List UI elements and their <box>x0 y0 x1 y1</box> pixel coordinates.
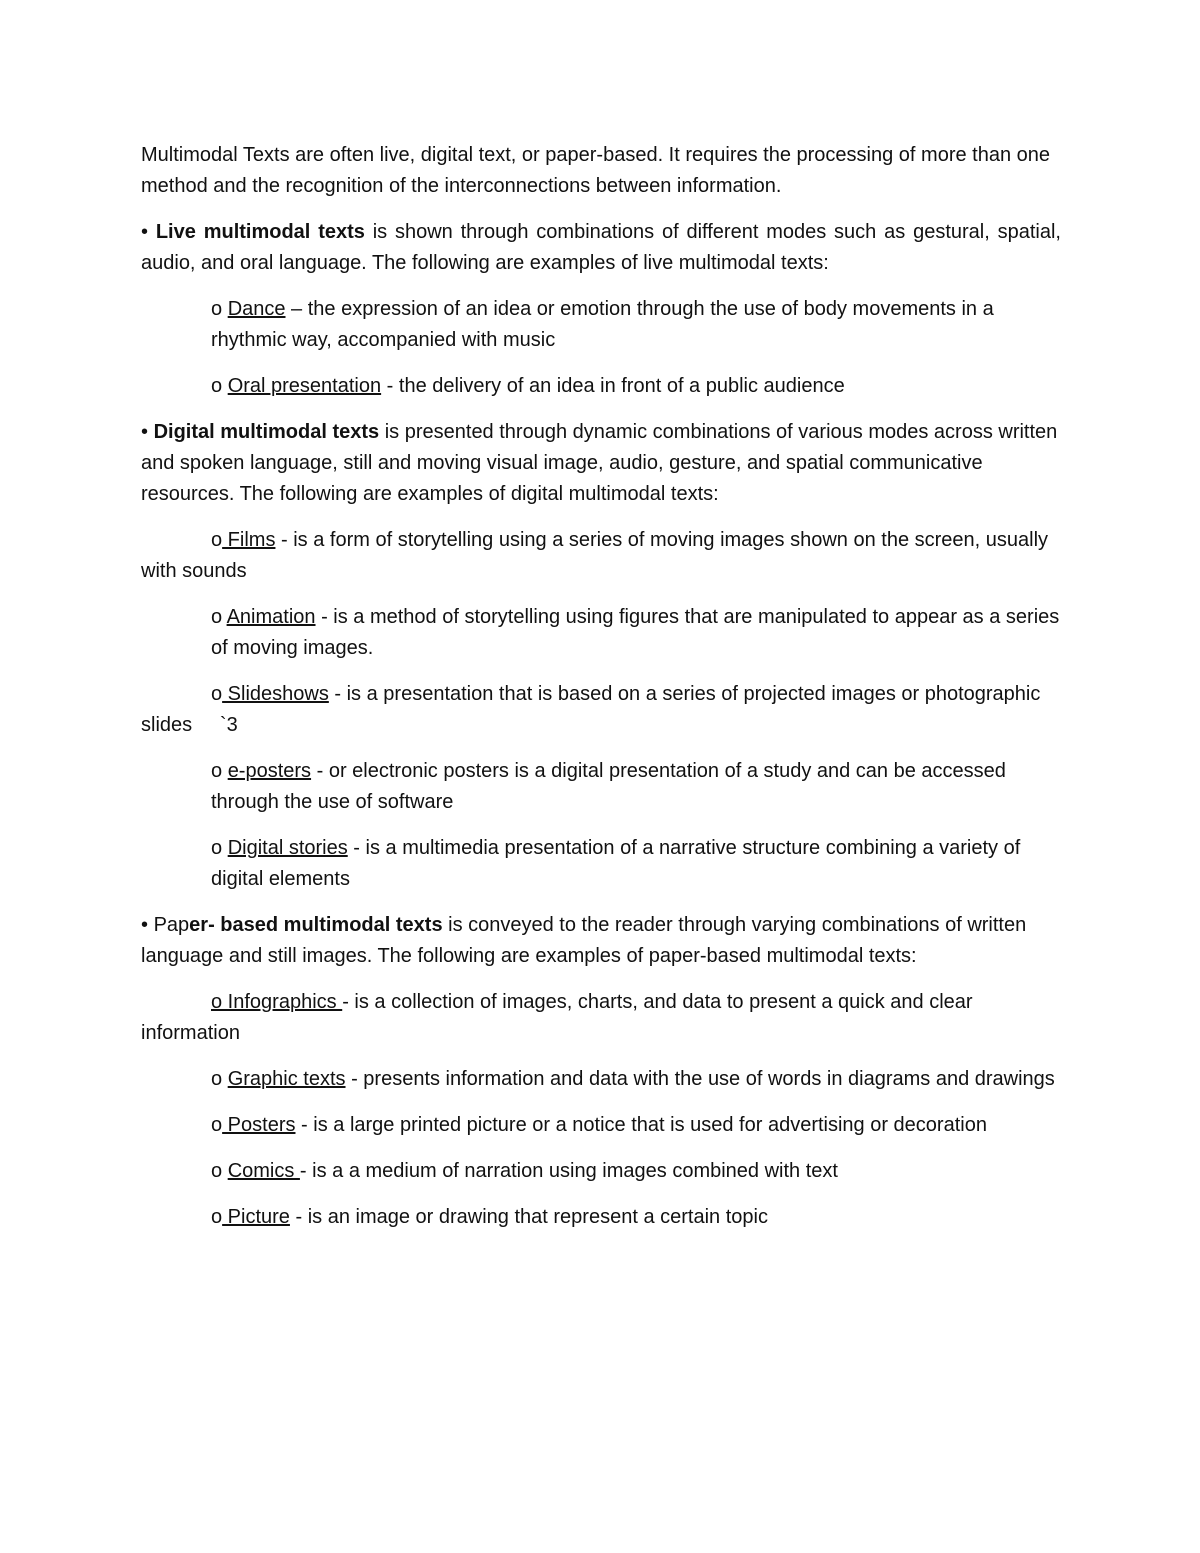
digital-description: is presented through dynamic combinations of various modes across written and spoken language, still and moving visual image, audio, gesture, and spatial communicative resources. The following are examples of digital multimodal texts: <box>141 421 1058 505</box>
paper-item-posters <box>141 1110 1061 1141</box>
item-description: - is a form of storytelling using a series of moving images shown on the screen, usually with sounds <box>141 529 1049 582</box>
item-term: Oral presentation <box>227 375 382 397</box>
digital-term: Digital multimodal texts <box>153 421 380 443</box>
paper-item-graphic-texts <box>141 1064 1061 1095</box>
live-term: Live multimodal texts <box>155 221 365 243</box>
document-page <box>141 140 1061 1248</box>
digital-item-slideshows <box>141 679 1061 741</box>
paper-term: er- based multimodal texts <box>189 914 443 936</box>
item-description: - presents information and data with the use of words in diagrams and drawings <box>345 1068 1055 1090</box>
item-marker: o <box>211 1114 223 1136</box>
item-description: - is a method of storytelling using figures that are manipulated to appear as a series of moving images. <box>211 606 1060 659</box>
item-marker: o <box>211 529 223 551</box>
item-term: Graphic texts <box>227 1068 346 1090</box>
item-description: - is a a medium of narration using images combined with text <box>299 1160 838 1182</box>
item-marker: o <box>211 606 227 628</box>
live-item-dance <box>141 294 1061 356</box>
paper-item-infographics <box>141 987 1061 1049</box>
item-term: Digital stories <box>227 837 348 859</box>
item-marker: o <box>211 683 223 705</box>
paper-description: is conveyed to the reader through varying combinations of written language and still images. The following are examples of paper-based multimodal texts: <box>141 914 1027 967</box>
digital-item-animation <box>141 602 1061 664</box>
paper-prefix: Pap <box>148 914 190 936</box>
bullet-icon: • <box>141 221 149 243</box>
item-marker: o <box>211 837 228 859</box>
item-marker: o <box>211 1206 223 1228</box>
item-term: Picture <box>222 1206 290 1228</box>
intro-paragraph: Multimodal Texts are often live, digital text, or paper-based. It requires the processing of more than one method and the recognition of the interconnections between information. <box>141 144 1051 197</box>
bullet-icon: • <box>141 914 149 936</box>
item-marker: o <box>211 375 228 397</box>
item-term: Slideshows <box>222 683 329 705</box>
item-marker: o <box>211 298 228 320</box>
live-description: is shown through combinations of different modes such as gestural, spatial, audio, and oral language. The following are examples of live multimodal texts: <box>141 221 1061 274</box>
item-term: e-posters <box>227 760 312 782</box>
item-description: - or electronic posters is a digital presentation of a study and can be accessed through the use of software <box>211 760 1006 813</box>
item-description: - is a presentation that is based on a series of projected images or photographic slides `3 <box>141 683 1046 736</box>
paper-item-comics <box>141 1156 1061 1187</box>
live-section-paragraph <box>141 217 1061 279</box>
item-term: Animation <box>226 606 316 628</box>
item-description: – the expression of an idea or emotion through the use of body movements in a rhythmic way, accompanied with music <box>211 298 994 351</box>
item-description: - is a multimedia presentation of a narrative structure combining a variety of digital elements <box>211 837 1021 890</box>
item-marker: o <box>211 1068 228 1090</box>
item-term: Films <box>222 529 276 551</box>
item-term: Posters <box>222 1114 296 1136</box>
digital-item-films <box>141 525 1061 587</box>
item-description: - the delivery of an idea in front of a public audience <box>381 375 845 397</box>
item-marker: o <box>211 760 228 782</box>
item-description: - is a collection of images, charts, and data to present a quick and clear information <box>141 991 973 1044</box>
digital-item-e-posters <box>141 756 1061 818</box>
digital-section-paragraph <box>141 417 1061 510</box>
paper-section-paragraph <box>141 910 1061 972</box>
item-term: o Infographics <box>211 991 343 1013</box>
item-term: Comics <box>227 1160 300 1182</box>
live-item-oral-presentation <box>141 371 1061 402</box>
item-term: Dance <box>227 298 286 320</box>
bullet-icon: • <box>141 421 149 443</box>
paper-item-picture <box>141 1202 1061 1233</box>
item-description: - is a large printed picture or a notice that is used for advertising or decoration <box>295 1114 987 1136</box>
digital-item-digital-stories <box>141 833 1061 895</box>
item-marker: o <box>211 1160 228 1182</box>
item-description: - is an image or drawing that represent a certain topic <box>289 1206 768 1228</box>
